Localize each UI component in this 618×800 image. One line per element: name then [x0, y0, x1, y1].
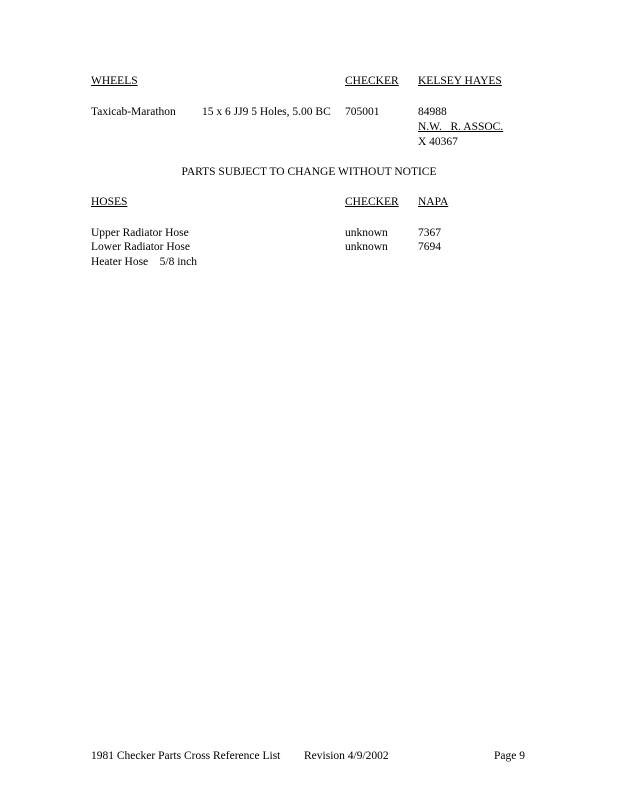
- wheel-supplier-number: 84988: [418, 106, 447, 118]
- hose-checker-number: unknown: [345, 241, 388, 253]
- hoses-section-heading: HOSES: [91, 196, 128, 208]
- hose-checker-number: unknown: [345, 227, 388, 239]
- wheels-section-heading: WHEELS: [91, 75, 138, 87]
- hose-napa-number: 7694: [418, 241, 441, 253]
- wheel-supplier-alt-number: X 40367: [418, 136, 458, 148]
- wheels-checker-column-heading: CHECKER: [345, 75, 399, 87]
- hose-part-name: Upper Radiator Hose: [91, 227, 189, 239]
- change-notice: PARTS SUBJECT TO CHANGE WITHOUT NOTICE: [181, 166, 437, 178]
- wheel-part-name: Taxicab-Marathon: [91, 106, 176, 118]
- hose-part-name: Heater Hose 5/8 inch: [91, 256, 198, 268]
- wheel-checker-number: 705001: [345, 106, 380, 118]
- footer-revision-date: Revision 4/9/2002: [304, 750, 389, 762]
- hoses-napa-column-heading: NAPA: [418, 196, 449, 208]
- hose-napa-number: 7367: [418, 227, 441, 239]
- footer-document-title: 1981 Checker Parts Cross Reference List: [91, 750, 281, 762]
- footer-page-number: Page 9: [494, 750, 525, 762]
- wheel-supplier-association: N.W. R. ASSOC.: [418, 121, 504, 133]
- hoses-checker-column-heading: CHECKER: [345, 196, 399, 208]
- hose-part-name: Lower Radiator Hose: [91, 241, 190, 253]
- wheels-supplier-column-heading: KELSEY HAYES: [418, 75, 502, 87]
- wheel-part-spec: 15 x 6 JJ9 5 Holes, 5.00 BC: [202, 106, 331, 118]
